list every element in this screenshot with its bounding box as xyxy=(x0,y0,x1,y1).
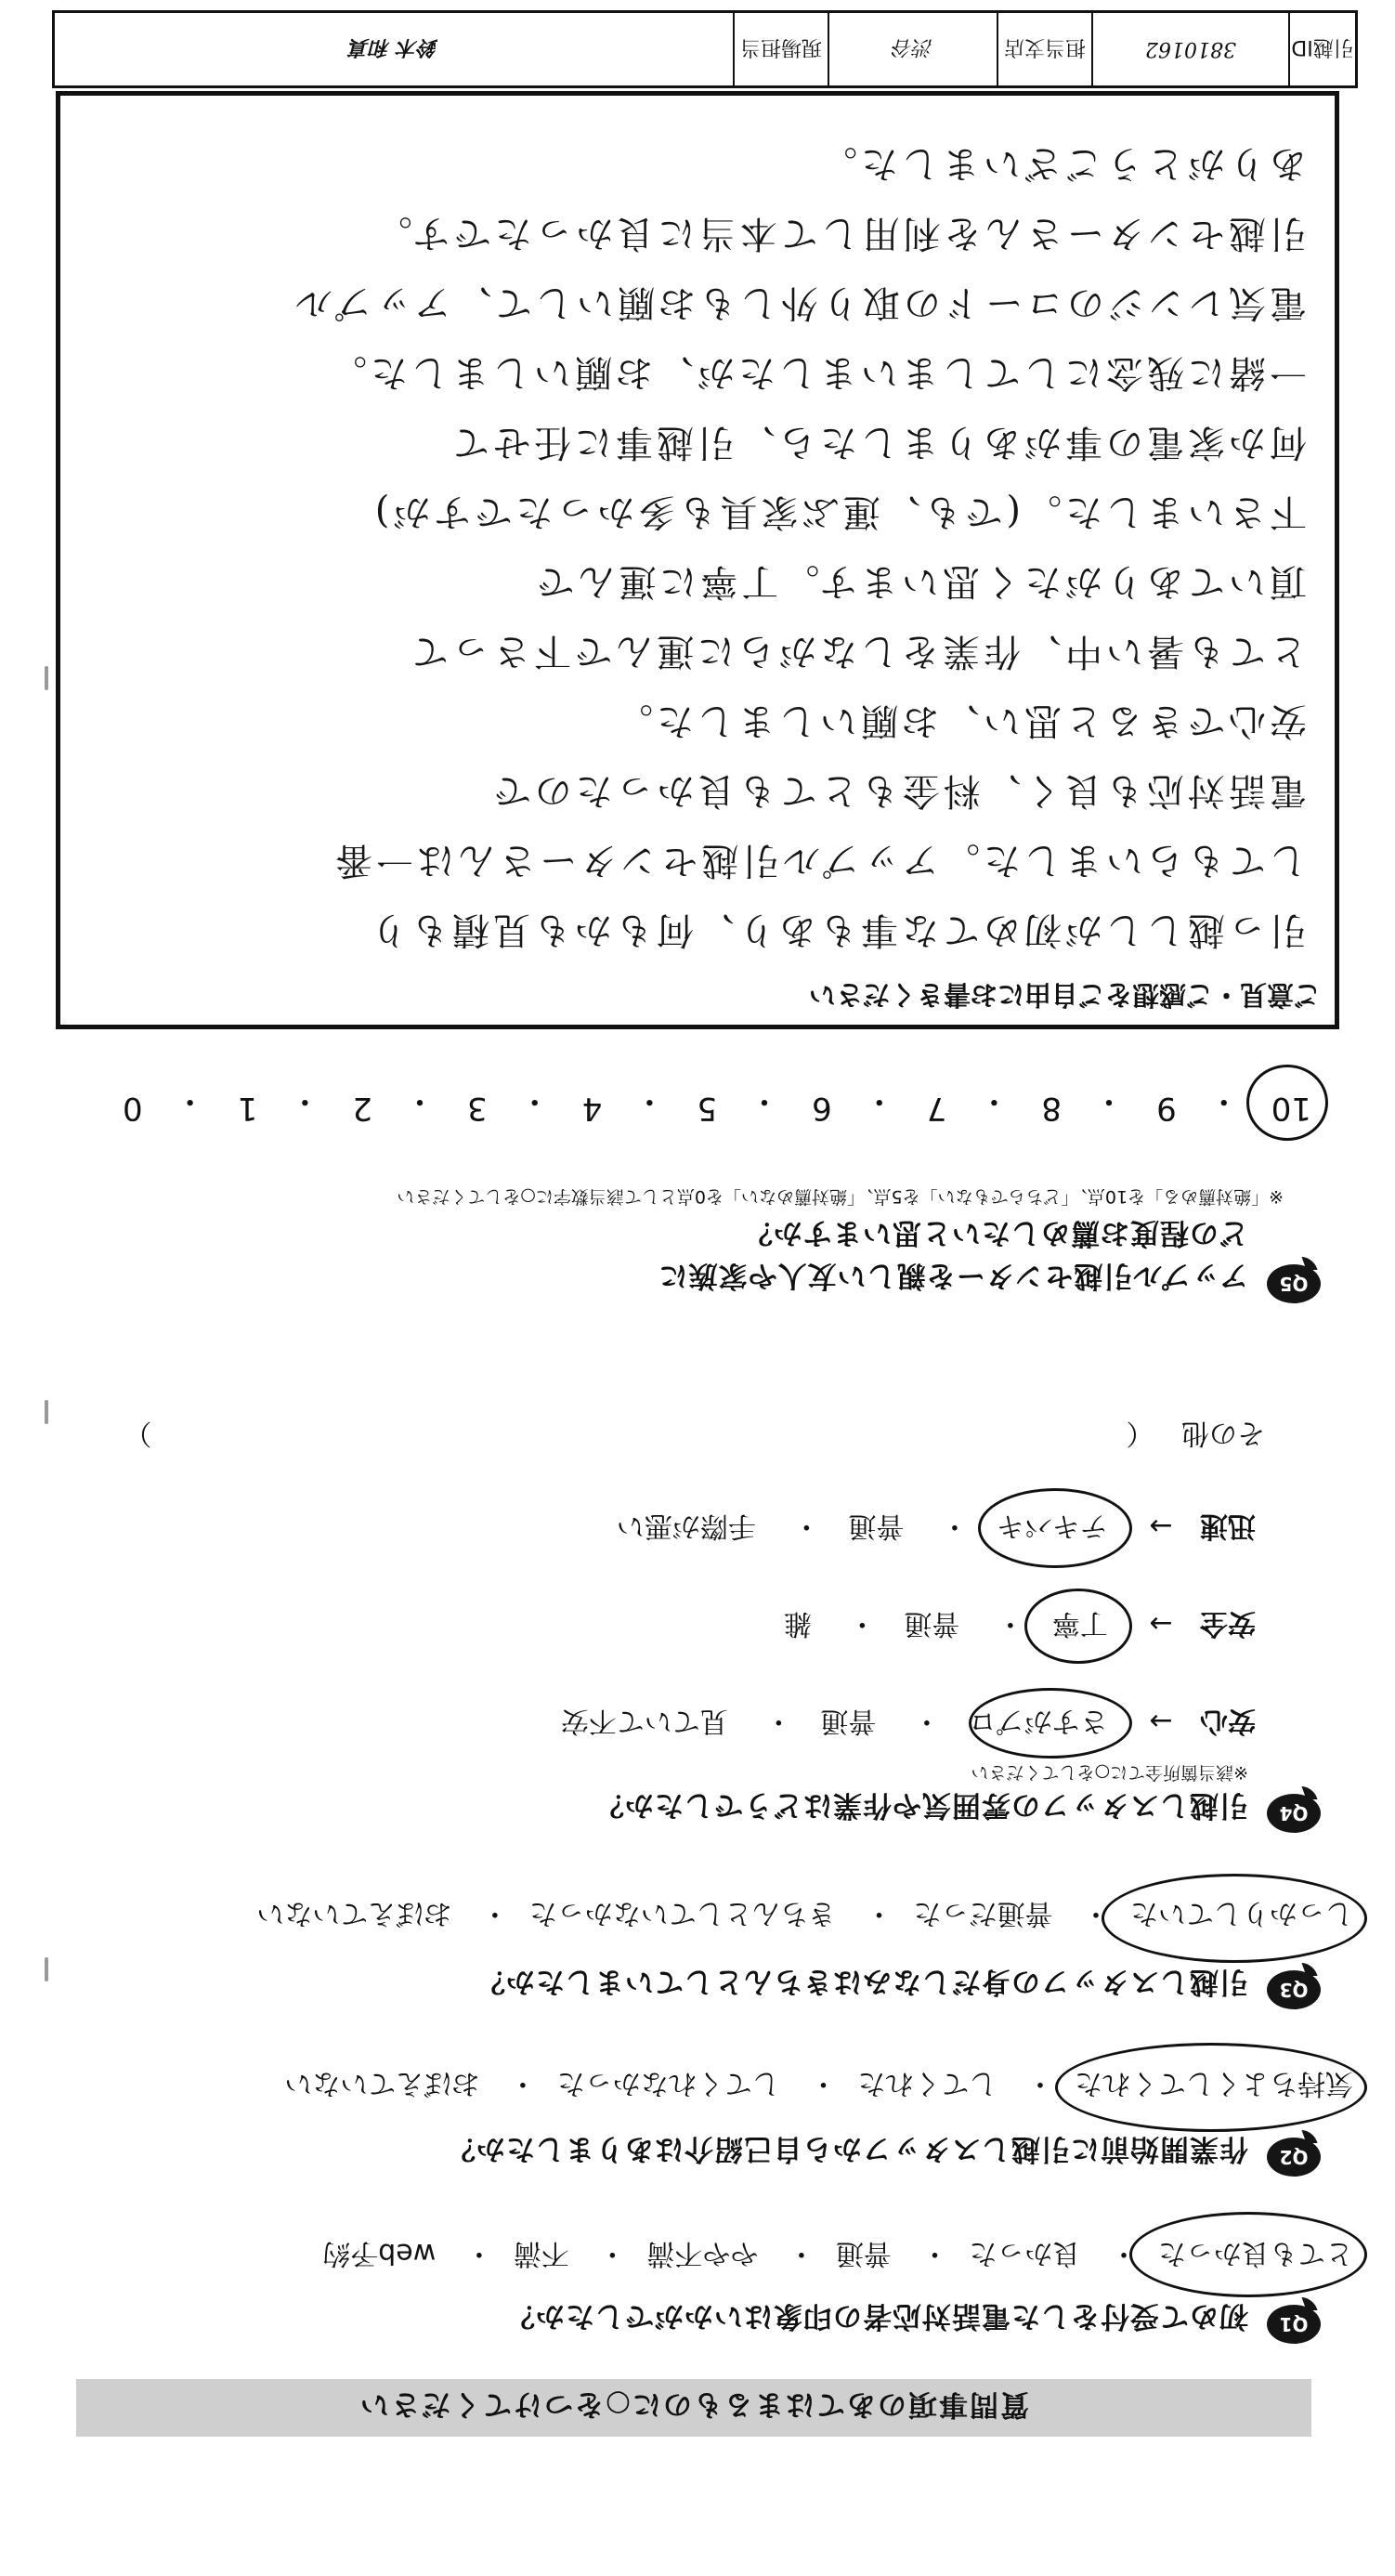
q1-option[interactable]: やや不満 xyxy=(646,2237,759,2269)
q2-option[interactable]: してくれた xyxy=(857,2067,997,2099)
binder-mark xyxy=(45,666,48,690)
q4-row-label: 迅速 xyxy=(1200,1510,1256,1542)
q3-options: しっかりしていた・ 普通だった・ きちんとしていなかった・ おぼえていない xyxy=(256,1896,1353,1937)
scale-option[interactable]: 4 xyxy=(581,1090,603,1127)
q4-badge: Q4 xyxy=(1267,1794,1321,1833)
scale-option[interactable]: 10 xyxy=(1271,1090,1311,1127)
leader-label: 現場担当 xyxy=(733,13,828,85)
q1-selection-circle xyxy=(1129,2212,1367,2297)
q4-other-open: （ xyxy=(1126,1417,1154,1449)
q3-option[interactable]: 普通だった xyxy=(913,1897,1053,1929)
id-label: 引越ID xyxy=(1288,13,1355,85)
branch-label: 担当支店 xyxy=(997,13,1091,85)
scale-option[interactable]: 6 xyxy=(812,1090,832,1127)
q3-option[interactable]: おぼえていない xyxy=(256,1897,452,1929)
q4-option[interactable]: 普通 xyxy=(848,1510,905,1542)
id-table xyxy=(52,10,1358,88)
comment-line: 一緒に残念にしてしまいましたが、お願いしました。 xyxy=(326,351,1307,394)
arrow-right-icon: → xyxy=(1149,1705,1173,1737)
scale-option[interactable]: 1 xyxy=(237,1090,258,1127)
binder-mark xyxy=(45,1957,48,1981)
q3-badge: Q3 xyxy=(1267,1970,1321,2009)
q1-text: 初めて受付をした電話対応者の印象はいかがでしたか？ xyxy=(505,2299,1248,2333)
comment-line: ありがとうございました。 xyxy=(816,142,1307,185)
q2-options: 気持ちよくしてくれた・ してくれた・ してくれなかった・ おぼえていない xyxy=(284,2066,1353,2107)
q1-option[interactable]: とても良かった xyxy=(1158,2237,1353,2269)
q4-other-close: ） xyxy=(124,1417,152,1449)
q4-option[interactable]: 普通 xyxy=(904,1607,960,1640)
q2-selection-circle xyxy=(1055,2043,1367,2132)
q2-option[interactable]: おぼえていない xyxy=(284,2067,480,2099)
q4-option[interactable]: 手際が悪い xyxy=(616,1510,756,1542)
q1-option[interactable]: 良かった xyxy=(969,2237,1081,2269)
q4-text: 引越しスタッフの雰囲気や作業はどうでしたか？ xyxy=(594,1788,1248,1822)
id-value[interactable]: 3810162 xyxy=(1091,13,1288,85)
comment-box[interactable] xyxy=(56,91,1339,1029)
q2-option[interactable]: 気持ちよくしてくれた xyxy=(1075,2067,1353,2099)
q4-row-label: 安全 xyxy=(1200,1607,1256,1640)
branch-value[interactable]: 渋谷 xyxy=(828,13,997,85)
instruction-banner xyxy=(76,2379,1311,2437)
scale-option[interactable]: 5 xyxy=(697,1090,718,1127)
q2-text: 作業開始前に引越しスタッフから自己紹介はありましたか？ xyxy=(446,2132,1248,2165)
q1-option[interactable]: 不満 xyxy=(513,2237,569,2269)
q4-option[interactable]: 見ていて不安 xyxy=(560,1705,728,1737)
q5-text-line2: どの程度お薦めしたいと思いますか？ xyxy=(743,1216,1248,1249)
scale-option[interactable]: 2 xyxy=(352,1090,372,1127)
arrow-right-icon: → xyxy=(1149,1607,1173,1640)
instruction-text: 質問事項のあてはまるものに○をつけてください xyxy=(358,2387,1030,2422)
q4-option[interactable]: 雑 xyxy=(783,1607,812,1640)
q4-option[interactable]: 普通 xyxy=(820,1705,877,1737)
q1-badge: Q1 xyxy=(1267,2305,1321,2344)
q4-other-label: その他 xyxy=(1181,1417,1265,1449)
scale-option[interactable]: 7 xyxy=(926,1090,947,1127)
scale-option[interactable]: 3 xyxy=(467,1090,488,1127)
q1-option[interactable]: web予約 xyxy=(322,2237,437,2269)
q4-jinsoku-selection-circle xyxy=(978,1488,1132,1568)
q5-text-line1: アップル引越センターを親しい友人や家族に xyxy=(658,1259,1248,1292)
q3-selection-circle xyxy=(1102,1874,1367,1963)
comment-line: 引越センターさんを利用して本当に良かったです。 xyxy=(371,212,1307,255)
q5-selection-circle xyxy=(1246,1065,1328,1141)
q2-badge: Q2 xyxy=(1267,2138,1321,2177)
q4-other-row xyxy=(95,1416,1265,1457)
comment-line: 引っ越ししが初めてな事もあり、何もかも見積もり xyxy=(367,909,1307,951)
scale-option[interactable]: 8 xyxy=(1041,1090,1063,1127)
scale-option[interactable]: 9 xyxy=(1156,1090,1177,1127)
q4-note: ※該当箇所全てに○をしてください xyxy=(971,1762,1248,1783)
q3-option[interactable]: きちんとしていなかった xyxy=(528,1897,836,1929)
q4-row-anshin: 安心 → さすがプロ・ 普通・ 見ていて不安 xyxy=(561,1704,1256,1745)
comment-line: 安心できると思い、お願いしました。 xyxy=(612,700,1307,742)
comment-line: 電話対応も良く、料金もとても良かったので xyxy=(489,769,1307,812)
q4-row-jinsoku: 迅速 → テキパキ・ 普通・ 手際が悪い xyxy=(617,1509,1256,1550)
comment-line: 何か家電の事がありましたら、引越事に任せて xyxy=(449,421,1307,464)
q1-options: とても良かった・ 良かった・ 普通・ やや不満・ 不満・ web予約 xyxy=(322,2236,1353,2277)
comment-line: とても暑い中、作業をしながらに運んで下さって xyxy=(408,630,1307,673)
leader-signature[interactable]: 鈴木 和真 xyxy=(349,35,438,60)
q1-option[interactable]: 普通 xyxy=(835,2237,892,2269)
q3-text: 引越しスタッフの身だしなみはきちんとしていましたか？ xyxy=(476,1965,1248,1998)
comment-line: 頂いてありがたく思います。丁寧に運んで xyxy=(533,560,1307,603)
q4-anshin-selection-circle xyxy=(969,1688,1132,1759)
arrow-right-icon: → xyxy=(1149,1510,1173,1542)
q2-option[interactable]: してくれなかった xyxy=(556,2067,780,2099)
comment-line: 下さいました。(でも、運ぶ家具も多かったですが) xyxy=(371,490,1307,533)
q4-option[interactable]: テキパキ xyxy=(996,1510,1108,1542)
q4-row-label: 安心 xyxy=(1200,1705,1256,1737)
comment-box-title: ご意見・ご感想をご自由にお書きください xyxy=(808,979,1321,1011)
q5-badge: Q5 xyxy=(1267,1264,1321,1303)
q4-row-anzen: 安全 → 丁寧・ 普通・ 雑 xyxy=(784,1606,1256,1647)
q5-scale: 10 ・ 9 ・ 8 ・ 7 ・ 6 ・ 5 ・ 4 ・ 3 ・ 2 ・ 1 ・ 0 xyxy=(123,1082,1311,1127)
comment-line: 電気レンジのコードの取り外しもお願いして、アップル xyxy=(292,281,1307,324)
q5-note: ※「絶対薦める」を10点、「どちらでもない」を5点、「絶対薦めない」を0点として該当数字に○をしてください xyxy=(397,1186,1284,1207)
q4-anzen-selection-circle xyxy=(1024,1589,1132,1664)
q4-option[interactable]: 丁寧 xyxy=(1051,1607,1108,1640)
q3-option[interactable]: しっかりしていた xyxy=(1130,1897,1353,1929)
binder-mark xyxy=(45,1400,48,1424)
q4-option[interactable]: さすがプロ xyxy=(968,1705,1108,1737)
scale-option[interactable]: 0 xyxy=(123,1090,143,1127)
comment-line: してもらいました。アップル引越センターさんは一番 xyxy=(332,839,1307,882)
